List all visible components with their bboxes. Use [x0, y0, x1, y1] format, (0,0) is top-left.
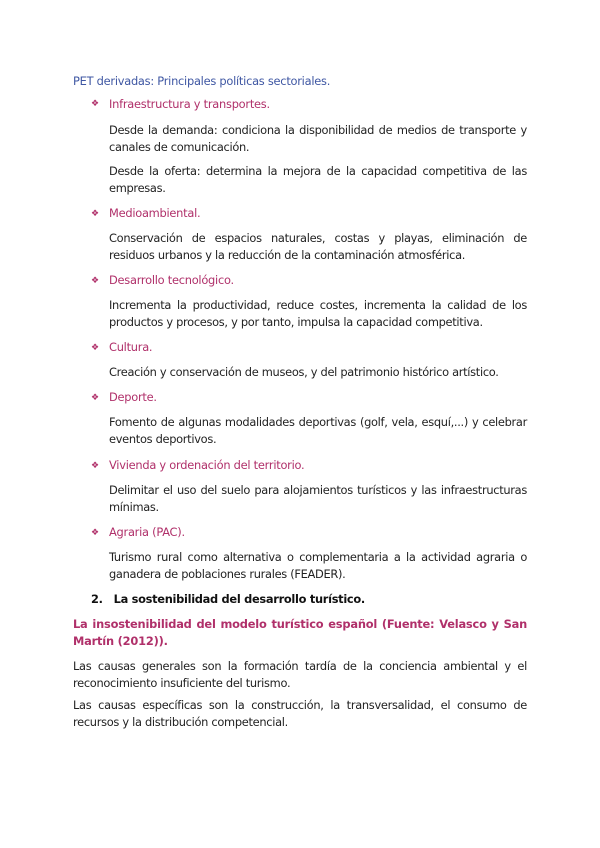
- section-title-text: La sostenibilidad del desarrollo turístico.: [113, 592, 365, 606]
- bullet-paragraph: Delimitar el uso del suelo para alojamientos turísticos y las infraestructuras mínimas.: [109, 483, 527, 514]
- bullet-paragraph: Conservación de espacios naturales, costas y playas, eliminación de residuos urbanos y la reducción de la contaminación atmosférica.: [109, 231, 527, 262]
- bullet-paragraph: Creación y conservación de museos, y del patrimonio histórico artístico.: [109, 365, 499, 379]
- bullet-paragraph: Desde la demanda: condiciona la disponibilidad de medios de transporte y canales de comunicación.: [109, 123, 527, 154]
- diamond-bullet-icon: ❖: [91, 99, 100, 109]
- diamond-bullet-icon: ❖: [91, 343, 100, 353]
- diamond-bullet-icon: ❖: [91, 209, 100, 219]
- bullet-title: Desarrollo tecnológico.: [109, 273, 234, 287]
- section-title: PET derivadas: Principales políticas sectoriales.: [73, 74, 331, 88]
- bullet-paragraph: Turismo rural como alternativa o complementaria a la actividad agraria o ganadera de poblaciones rurales (FEADER).: [109, 550, 527, 581]
- section-2-heading: [91, 591, 365, 608]
- diamond-bullet-icon: ❖: [91, 528, 100, 538]
- bullet-title: Medioambiental.: [109, 206, 201, 220]
- bullet-paragraph: Fomento de algunas modalidades deportivas (golf, vela, esquí,...) y celebrar eventos deportivos.: [109, 415, 527, 446]
- diamond-bullet-icon: ❖: [91, 276, 100, 286]
- bullet-paragraph: Incrementa la productividad, reduce costes, incrementa la calidad de los productos y procesos, y por tanto, impulsa la capacidad competitiva.: [109, 298, 527, 329]
- bullet-title: Infraestructura y transportes.: [109, 97, 270, 111]
- bullet-title: Vivienda y ordenación del territorio.: [109, 458, 305, 472]
- diamond-bullet-icon: ❖: [91, 461, 100, 471]
- subheading: La insostenibilidad del modelo turístico español (Fuente: Velasco y San Martín (2012)).: [73, 617, 527, 648]
- bullet-paragraph: Desde la oferta: determina la mejora de la capacidad competitiva de las empresas.: [109, 164, 527, 195]
- body-paragraph: Las causas específicas son la construcción, la transversalidad, el consumo de recursos y la distribución competencial.: [73, 698, 527, 729]
- bullet-title: Agraria (PAC).: [109, 525, 185, 539]
- bullet-title: Cultura.: [109, 340, 153, 354]
- body-paragraph: Las causas generales son la formación tardía de la conciencia ambiental y el reconocimiento insuficiente del turismo.: [73, 659, 527, 690]
- section-number: 2.: [91, 592, 103, 606]
- diamond-bullet-icon: ❖: [91, 393, 100, 403]
- bullet-title: Deporte.: [109, 390, 157, 404]
